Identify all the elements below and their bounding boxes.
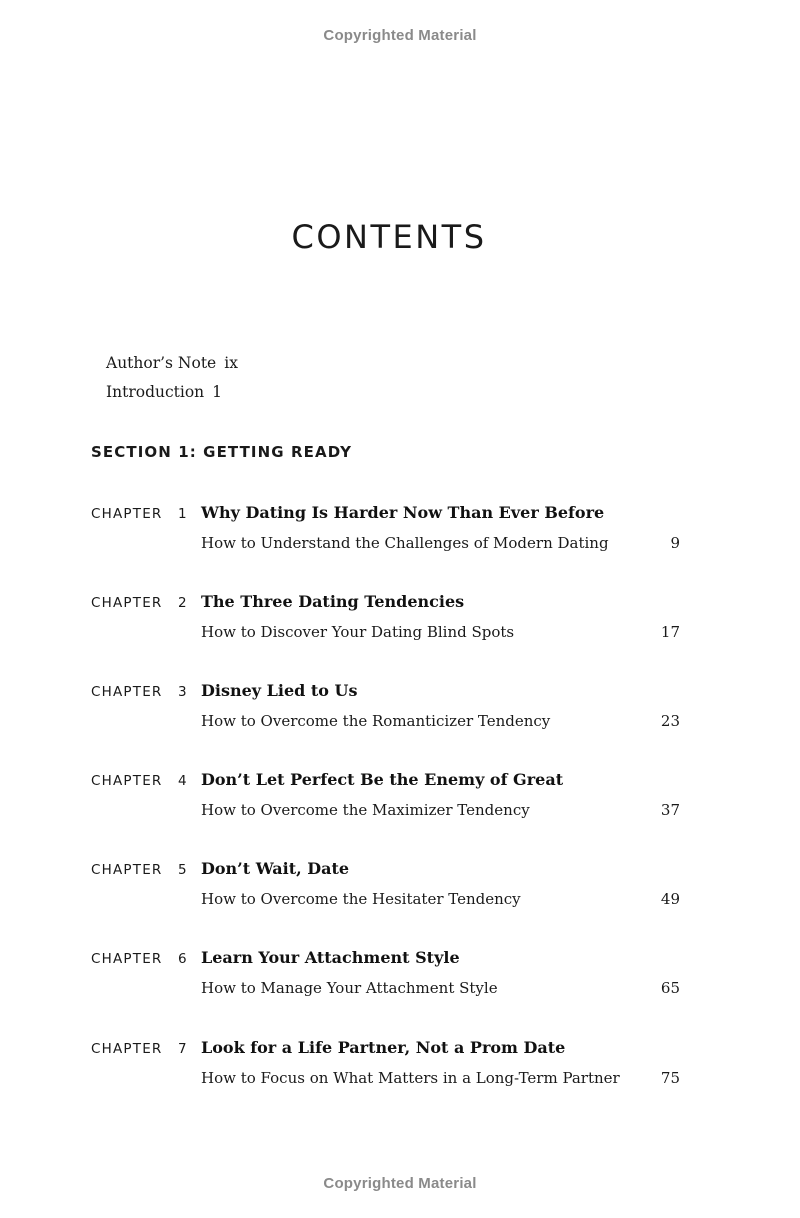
chapter-title: Don’t Wait, Date bbox=[201, 859, 350, 878]
chapter-entry-7[interactable] bbox=[0, 1038, 800, 1098]
chapter-label: CHAPTER bbox=[91, 951, 163, 967]
chapter-page-number: 65 bbox=[660, 979, 680, 997]
chapter-number: 1 bbox=[178, 506, 187, 522]
chapter-entry-6[interactable] bbox=[0, 948, 800, 1008]
front-matter-item-introduction[interactable] bbox=[106, 383, 222, 401]
chapter-entry-3[interactable] bbox=[0, 681, 800, 741]
chapter-page-number: 37 bbox=[660, 801, 680, 819]
chapter-title: Disney Lied to Us bbox=[201, 681, 358, 700]
copyright-watermark-top: Copyrighted Material bbox=[323, 27, 477, 44]
chapter-entry-2[interactable] bbox=[0, 592, 800, 652]
chapter-label: CHAPTER bbox=[91, 862, 163, 878]
chapter-subtitle: How to Focus on What Matters in a Long-Term Partner bbox=[201, 1069, 620, 1087]
chapter-page-number: 49 bbox=[660, 890, 680, 908]
chapter-page-number: 17 bbox=[660, 623, 680, 641]
chapter-subtitle: How to Understand the Challenges of Modern Dating bbox=[201, 534, 609, 552]
front-matter-page: ix bbox=[224, 354, 238, 372]
section-heading: SECTION 1: GETTING READY bbox=[91, 443, 353, 461]
chapter-number: 6 bbox=[178, 951, 187, 967]
chapter-number: 5 bbox=[178, 862, 187, 878]
page-title: CONTENTS bbox=[291, 218, 487, 256]
chapter-label: CHAPTER bbox=[91, 773, 163, 789]
chapter-entry-4[interactable] bbox=[0, 770, 800, 830]
chapter-subtitle: How to Overcome the Hesitater Tendency bbox=[201, 890, 521, 908]
front-matter-label: Introduction bbox=[106, 383, 205, 401]
chapter-title: Don’t Let Perfect Be the Enemy of Great bbox=[201, 770, 564, 789]
chapter-entry-5[interactable] bbox=[0, 859, 800, 919]
chapter-label: CHAPTER bbox=[91, 506, 163, 522]
chapter-label: CHAPTER bbox=[91, 1041, 163, 1057]
chapter-title: The Three Dating Tendencies bbox=[201, 592, 465, 611]
copyright-watermark-bottom: Copyrighted Material bbox=[323, 1175, 477, 1192]
chapter-entry-1[interactable] bbox=[0, 503, 800, 563]
chapter-label: CHAPTER bbox=[91, 684, 163, 700]
chapter-number: 4 bbox=[178, 773, 187, 789]
front-matter-item-authors-note[interactable] bbox=[106, 354, 238, 372]
chapter-number: 2 bbox=[178, 595, 187, 611]
chapter-number: 7 bbox=[178, 1041, 187, 1057]
chapter-subtitle: How to Overcome the Romanticizer Tendency bbox=[201, 712, 551, 730]
chapter-page-number: 23 bbox=[660, 712, 680, 730]
front-matter-page: 1 bbox=[212, 383, 223, 401]
chapter-title: Look for a Life Partner, Not a Prom Date bbox=[201, 1038, 566, 1057]
chapter-number: 3 bbox=[178, 684, 187, 700]
chapter-page-number: 75 bbox=[660, 1069, 680, 1087]
chapter-title: Why Dating Is Harder Now Than Ever Before bbox=[201, 503, 605, 522]
chapter-title: Learn Your Attachment Style bbox=[201, 948, 460, 967]
front-matter-label: Author’s Note bbox=[106, 354, 217, 372]
chapter-subtitle: How to Manage Your Attachment Style bbox=[201, 979, 498, 997]
chapter-page-number: 9 bbox=[670, 534, 680, 552]
chapter-label: CHAPTER bbox=[91, 595, 163, 611]
chapter-subtitle: How to Discover Your Dating Blind Spots bbox=[201, 623, 515, 641]
chapter-subtitle: How to Overcome the Maximizer Tendency bbox=[201, 801, 530, 819]
